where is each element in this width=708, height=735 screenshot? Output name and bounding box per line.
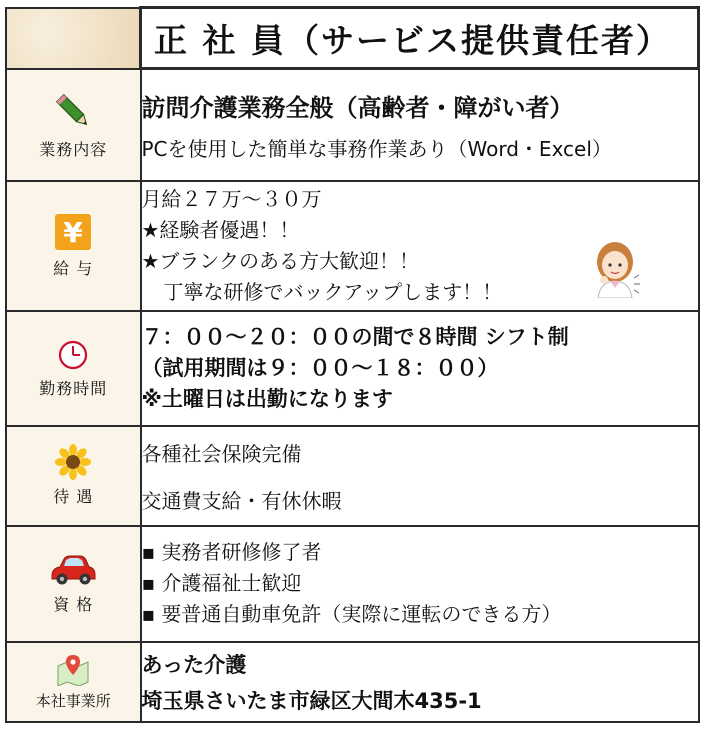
work-line-1: 訪問介護業務全般（高齢者・障がい者） (141, 93, 574, 122)
label-cell-benefits (6, 426, 141, 526)
row-hours (6, 311, 699, 426)
office-line-1: あった介護 (141, 652, 247, 677)
qualifications-line-3: ▪ 要普通自動車免許（実際に運転のできる方） (141, 602, 562, 626)
work-line-2: PCを使用した簡単な事務作業あり（Word・Excel） (141, 136, 612, 161)
benefits-line-1: 各種社会保険完備 (141, 441, 302, 466)
content-work (141, 69, 699, 181)
salary-line-3: ★ブランクのある方大歓迎！！ (141, 248, 420, 273)
label-salary: 給 与 (53, 259, 94, 278)
hours-line-2: （試用期間は９：００～１８：００） (141, 355, 499, 380)
qualifications-line-2: ▪ 介護福祉士歓迎 (141, 571, 302, 595)
job-table (5, 6, 700, 723)
hours-line-1: ７：００～２０：００の間で８時間 シフト制 (141, 324, 569, 349)
row-work (6, 69, 699, 181)
label-cell-hours (6, 311, 141, 426)
sunflower-icon (55, 444, 91, 480)
job-listing (5, 6, 700, 723)
salary-line-1: 月給２７万～３０万 (141, 186, 322, 211)
label-cell-salary (6, 181, 141, 311)
clock-icon (56, 338, 90, 372)
content-salary (141, 181, 699, 311)
car-icon (48, 552, 98, 588)
label-qualifications: 資 格 (53, 595, 94, 614)
row-benefits (6, 426, 699, 526)
page-title: 正 社 員（サービス提供責任者） (154, 20, 671, 60)
content-hours (141, 311, 699, 426)
pencil-icon (51, 89, 95, 133)
content-benefits (141, 426, 699, 526)
map-pin-icon (55, 652, 91, 686)
content-qualifications (141, 526, 699, 642)
content-office (141, 642, 699, 722)
salary-line-4: 丁寧な研修でバックアップします！！ (163, 279, 503, 304)
row-salary (6, 181, 699, 311)
benefits-line-2: 交通費支給・有休休暇 (141, 488, 342, 513)
label-office: 本社事業所 (35, 692, 111, 710)
salary-line-2: ★経験者優遇！！ (141, 217, 300, 242)
office-line-2: 埼玉県さいたま市緑区大間木435-1 (141, 688, 482, 713)
header-row (6, 8, 699, 69)
row-office (6, 642, 699, 722)
nurse-illustration-icon (588, 238, 642, 298)
label-cell-office (6, 642, 141, 722)
label-hours: 勤務時間 (39, 378, 108, 398)
label-cell-qualifications (6, 526, 141, 642)
header-decor-cell (6, 8, 141, 69)
row-qualifications (6, 526, 699, 642)
label-benefits: 待 遇 (53, 487, 94, 506)
yen-icon (53, 212, 93, 252)
header-title-cell (141, 8, 699, 69)
svg-text:¥: ¥ (63, 216, 83, 249)
hours-line-3: ※土曜日は出勤になります (141, 386, 393, 411)
label-cell-work (6, 69, 141, 181)
qualifications-line-1: ▪ 実務者研修修了者 (141, 540, 322, 564)
label-work: 業務内容 (39, 140, 108, 159)
